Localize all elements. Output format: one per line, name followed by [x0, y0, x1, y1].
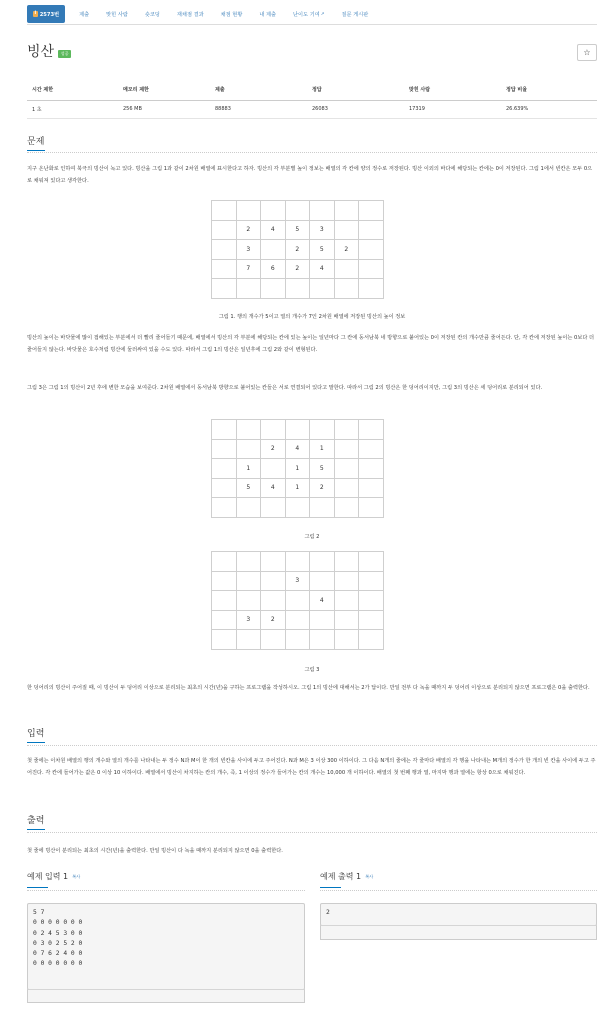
grid-cell	[334, 439, 359, 459]
grid-cell	[236, 630, 261, 650]
grid-row	[212, 420, 384, 440]
copy-input-button[interactable]: 복사	[72, 873, 81, 879]
grid-cell: 2	[261, 439, 286, 459]
grid-cell: 4	[310, 591, 335, 611]
grid-cell: 4	[261, 478, 286, 498]
grid-cell	[236, 279, 261, 299]
grid-row	[212, 498, 384, 518]
copy-output-button[interactable]: 복사	[365, 873, 374, 879]
grid-cell	[236, 498, 261, 518]
grid-row	[212, 571, 384, 591]
grid-cell	[359, 591, 384, 611]
grid-cell	[212, 201, 237, 221]
grid-cell	[334, 259, 359, 279]
grid-cell: 4	[285, 439, 310, 459]
grid-cell	[261, 420, 286, 440]
figure-3-caption: 그림 3	[304, 667, 320, 673]
figure-1-grid	[211, 200, 384, 299]
value-submissions: 88883	[210, 100, 307, 118]
grid-cell	[285, 552, 310, 572]
grid-cell: 5	[236, 478, 261, 498]
problem-description-4: 한 덩어리의 빙산이 주어질 때, 이 빙산이 두 덩어리 이상으로 분리되는 최초의 시간(년)을 구하는 프로그램을 작성하시오. 그림 1의 빙산에 대해서는 2가 답이다. 만일 전부 다 녹을 때까지 두 덩어리 이상으로 분리되지 않으면 프로그램은 0을 출력한다.	[27, 685, 590, 691]
grid-cell	[285, 201, 310, 221]
grid-cell	[359, 240, 384, 260]
tab-rejudge-results[interactable]: 재채점 결과	[176, 11, 204, 18]
favorite-star-button[interactable]	[577, 44, 597, 61]
grid-cell	[359, 552, 384, 572]
grid-row	[212, 201, 384, 221]
grid-cell	[212, 439, 237, 459]
grid-cell	[285, 630, 310, 650]
figure-2-caption: 그림 2	[304, 534, 320, 540]
grid-cell	[310, 498, 335, 518]
grid-cell	[334, 459, 359, 479]
grid-cell	[261, 498, 286, 518]
grid-cell	[212, 591, 237, 611]
figure-3-grid	[211, 551, 384, 650]
grid-cell	[261, 591, 286, 611]
tabs-divider	[27, 24, 597, 25]
grid-cell	[359, 420, 384, 440]
grid-cell	[261, 459, 286, 479]
grid-row	[212, 630, 384, 650]
grid-cell	[359, 498, 384, 518]
grid-cell	[359, 279, 384, 299]
grid-cell	[359, 610, 384, 630]
grid-cell	[359, 201, 384, 221]
grid-row	[212, 478, 384, 498]
grid-cell: 2	[285, 240, 310, 260]
grid-cell	[334, 478, 359, 498]
header-memory-limit: 메모리 제한	[118, 79, 210, 100]
grid-row	[212, 220, 384, 240]
grid-cell	[334, 571, 359, 591]
grid-cell: 6	[261, 259, 286, 279]
grid-cell	[359, 439, 384, 459]
value-memory-limit: 256 MB	[118, 100, 210, 118]
grid-cell	[334, 498, 359, 518]
grid-row	[212, 610, 384, 630]
grid-row	[212, 459, 384, 479]
grid-cell: 1	[310, 439, 335, 459]
grid-cell	[285, 610, 310, 630]
grid-row	[212, 279, 384, 299]
info-table-row	[27, 100, 597, 118]
grid-cell: 5	[285, 220, 310, 240]
grid-cell	[236, 591, 261, 611]
grid-cell	[261, 630, 286, 650]
grid-cell	[285, 591, 310, 611]
grid-row	[212, 552, 384, 572]
grid-cell: 3	[236, 240, 261, 260]
grid-cell	[285, 498, 310, 518]
input-description: 첫 줄에는 이차원 배열의 행의 개수와 열의 개수를 나타내는 두 정수 N과 M이 한 개의 빈칸을 사이에 두고 주어진다. N과 M은 3 이상 300 이하이다. 그 다음 N개의 줄에는 각 줄마다 배열의 각 행을 나타내는 M개의 정수가 한 개의 빈 칸을 사이에 두고 주어진다. 각 칸에 들어가는 값은 0 이상 10 이하이다. 배열에서 빙산이 차지하는 칸의 개수, 즉, 1 이상의 정수가 들어가는 칸의 개수는 10,000 개 이하이다. 배열의 첫 번째 행과 열, 마지막 행과 열에는 항상 0으로 채워진다.	[27, 758, 596, 776]
grid-cell: 3	[310, 220, 335, 240]
grid-cell	[212, 420, 237, 440]
problem-info-table	[27, 79, 597, 119]
example-output-code[interactable]: 2	[320, 903, 597, 926]
grid-cell	[359, 571, 384, 591]
grid-row	[212, 439, 384, 459]
grid-row	[212, 591, 384, 611]
tab-solved-users[interactable]: 맞힌 사람	[106, 11, 128, 18]
tab-status[interactable]: 채점 현황	[220, 11, 243, 18]
grid-cell	[334, 420, 359, 440]
grid-cell: 3	[236, 610, 261, 630]
grid-cell	[310, 552, 335, 572]
example-output-footer	[320, 925, 597, 940]
grid-cell	[212, 220, 237, 240]
grid-cell	[236, 439, 261, 459]
tab-difficulty-contribution[interactable]: 난이도 기여 ↗	[293, 11, 325, 18]
section-divider	[27, 832, 597, 833]
problem-title-row	[27, 41, 71, 61]
grid-cell	[310, 201, 335, 221]
grid-cell	[212, 459, 237, 479]
grid-cell	[310, 630, 335, 650]
grid-cell	[236, 552, 261, 572]
grid-cell	[261, 571, 286, 591]
grid-cell: 2	[285, 259, 310, 279]
grid-cell	[236, 571, 261, 591]
grid-cell	[236, 420, 261, 440]
grid-cell	[212, 610, 237, 630]
tab-submit[interactable]: 제출	[79, 11, 90, 18]
problem-menu-tabs	[27, 5, 385, 23]
grid-cell	[334, 220, 359, 240]
grid-cell	[359, 478, 384, 498]
grid-cell	[261, 552, 286, 572]
grid-cell	[261, 240, 286, 260]
tab-problem-number[interactable]: Ⅰ 2573번	[27, 5, 65, 23]
section-divider	[27, 152, 597, 153]
value-accept-ratio: 26.639%	[501, 100, 597, 118]
tab-short-coding[interactable]: 숏코딩	[144, 11, 160, 18]
problem-section-heading: 문제	[27, 134, 44, 147]
tab-question-board[interactable]: 질문 게시판	[341, 11, 369, 18]
grid-cell: 2	[261, 610, 286, 630]
grid-cell	[310, 571, 335, 591]
example-input-code[interactable]: 5 7 0 0 0 0 0 0 0 0 2 4 5 3 0 0 0 3 0 2 5 2 0 0 7 6 2 4 0 0 0 0 0 0 0 0 0	[27, 903, 305, 990]
grid-cell: 4	[261, 220, 286, 240]
grid-cell	[359, 630, 384, 650]
example-input-footer	[27, 989, 305, 1003]
grid-cell	[212, 571, 237, 591]
header-solved-users: 맞힌 사람	[404, 79, 501, 100]
grid-cell: 2	[334, 240, 359, 260]
grid-cell	[334, 630, 359, 650]
grid-cell	[334, 201, 359, 221]
example-output-heading: 예제 출력 1 복사	[320, 872, 374, 881]
info-table-header	[27, 79, 597, 100]
grid-cell	[334, 591, 359, 611]
value-time-limit: 1 초	[27, 100, 118, 118]
header-accepted: 정답	[307, 79, 404, 100]
status-badge: 성공	[58, 50, 71, 58]
header-submissions: 제출	[210, 79, 307, 100]
output-section-heading: 출력	[27, 813, 44, 826]
section-divider	[27, 745, 597, 746]
page-title: 빙산	[27, 44, 55, 60]
external-link-icon: ↗	[320, 11, 325, 17]
grid-cell	[212, 259, 237, 279]
grid-cell	[212, 498, 237, 518]
grid-cell	[212, 279, 237, 299]
value-solved-users: 17319	[404, 100, 501, 118]
grid-cell	[359, 459, 384, 479]
grid-cell: 4	[310, 259, 335, 279]
grid-cell: 2	[310, 478, 335, 498]
example-input-heading: 예제 입력 1 복사	[27, 872, 81, 881]
grid-cell	[261, 279, 286, 299]
grid-cell: 3	[285, 571, 310, 591]
tab-my-submissions[interactable]: 내 제출	[259, 11, 277, 18]
input-section-heading: 입력	[27, 726, 44, 739]
problem-description-3: 그림 3은 그림 1의 빙산이 2년 후에 변한 모습을 보여준다. 2차원 배열에서 동서남북 방향으로 붙어있는 칸들은 서로 연결되어 있다고 말한다. 따라서 그림 2의 빙산은 한 덩어리이지만, 그림 3의 빙산은 세 덩어리로 분리되어 있다.	[27, 385, 543, 391]
grid-cell	[261, 201, 286, 221]
header-accept-ratio: 정답 비율	[501, 79, 597, 100]
grid-row	[212, 259, 384, 279]
grid-cell	[310, 279, 335, 299]
grid-cell	[359, 220, 384, 240]
grid-cell	[212, 240, 237, 260]
grid-cell	[212, 552, 237, 572]
grid-cell: 5	[310, 459, 335, 479]
figure-1-caption: 그림 1. 행의 개수가 5이고 열의 개수가 7인 2차원 배열에 저장된 빙산의 높이 정보	[218, 314, 406, 320]
figure-2-grid	[211, 419, 384, 518]
grid-cell	[285, 420, 310, 440]
grid-cell	[310, 610, 335, 630]
grid-cell	[212, 478, 237, 498]
grid-cell: 1	[285, 478, 310, 498]
grid-cell	[334, 610, 359, 630]
star-icon: ☆	[583, 48, 591, 57]
grid-cell	[310, 420, 335, 440]
trophy-icon: Ⅰ	[34, 11, 37, 16]
grid-cell: 1	[285, 459, 310, 479]
header-time-limit: 시간 제한	[27, 79, 118, 100]
grid-cell: 2	[236, 220, 261, 240]
grid-cell	[334, 279, 359, 299]
grid-cell	[334, 552, 359, 572]
value-accepted: 26083	[307, 100, 404, 118]
problem-description-1: 지구 온난화로 인하여 북극의 빙산이 녹고 있다. 빙산을 그림 1과 같이 2차원 배열에 표시한다고 하자. 빙산의 각 부분별 높이 정보는 배열의 각 칸에 양의 정수로 저장된다. 빙산 이외의 바다에 해당되는 칸에는 0이 저장된다. 그림 1에서 빈칸은 모두 0으로 채워져 있다고 생각한다.	[27, 166, 593, 184]
problem-description-2: 빙산의 높이는 바닷물에 많이 접해있는 부분에서 더 빨리 줄어들기 때문에, 배열에서 빙산의 각 부분에 해당되는 칸에 있는 높이는 일년마다 그 칸에 동서남북 네 방향으로 붙어있는 0이 저장된 칸의 개수만큼 줄어든다. 단, 각 칸에 저장된 높이는 0보다 더 줄어들지 않는다. 바닷물은 호수처럼 빙산에 둘러싸여 있을 수도 있다. 따라서 그림 1의 빙산은 일년후에 그림 2와 같이 변형된다.	[27, 335, 595, 353]
grid-cell	[236, 201, 261, 221]
grid-cell	[285, 279, 310, 299]
grid-cell: 5	[310, 240, 335, 260]
grid-cell	[359, 259, 384, 279]
grid-cell: 7	[236, 259, 261, 279]
grid-cell: 1	[236, 459, 261, 479]
grid-cell	[212, 630, 237, 650]
grid-row	[212, 240, 384, 260]
output-description: 첫 줄에 빙산이 분리되는 최초의 시간(년)을 출력한다. 만일 빙산이 다 녹을 때까지 분리되지 않으면 0을 출력한다.	[27, 848, 283, 854]
